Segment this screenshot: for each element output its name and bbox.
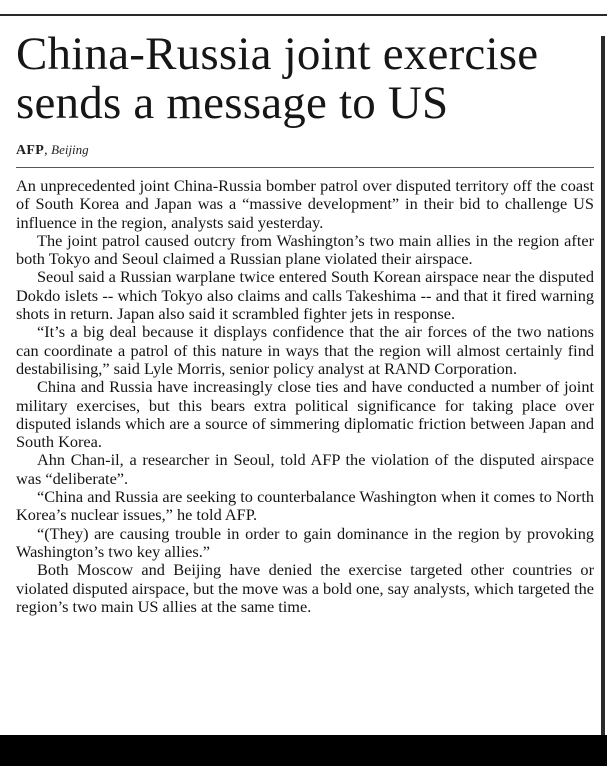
bottom-black-bar (0, 735, 607, 766)
article-paragraph: Both Moscow and Beijing have denied the exercise targeted other countries or violated disputed airspace, but the move was a bold one, say analysts, which targeted the region’s two main US allies at the same time. (16, 560, 594, 616)
byline (16, 141, 89, 160)
byline-location: Beijing (51, 142, 89, 157)
article-paragraph: Ahn Chan-il, a researcher in Seoul, told AFP the violation of the disputed airspace was “deliberate”. (16, 450, 594, 488)
headline: China-Russia joint exercise sends a message to US (16, 28, 539, 129)
article-paragraph: “China and Russia are seeking to counterbalance Washington when it comes to North Korea’s nuclear issues,” he told AFP. (16, 487, 594, 525)
byline-rule (16, 167, 594, 168)
adjacent-column-edge (601, 36, 605, 736)
top-rule (0, 14, 607, 16)
byline-separator: , (44, 143, 52, 158)
byline-agency: AFP (16, 143, 45, 158)
article-paragraph: The joint patrol caused outcry from Washington’s two main allies in the region after both Tokyo and Seoul claimed a Russian plane violated their airspace. (16, 230, 594, 269)
article-paragraph: “(They) are causing trouble in order to gain dominance in the region by provoking Washington’s two key allies.” (16, 523, 594, 561)
article-body (16, 177, 594, 616)
article-paragraph: An unprecedented joint China-Russia bomber patrol over disputed territory off the coast of South Korea and Japan was a “massive development” in their bid to challenge US influence in the region, analysts said yesterday. (16, 176, 594, 232)
article-paragraph: Seoul said a Russian warplane twice entered South Korean airspace near the disputed Dokdo islets -- which Tokyo also claims and calls Takeshima -- and that it fired warning shots in return. Japan also said it scrambled fighter jets in response. (16, 267, 594, 324)
article-paragraph: China and Russia have increasingly close ties and have conducted a number of joint military exercises, but this bears extra political significance for taking place over disputed islands which are a source of simmering diplomatic friction between Japan and South Korea. (16, 377, 594, 452)
article-paragraph: “It’s a big deal because it displays confidence that the air forces of the two nations can coordinate a patrol of this nature in ways that the region will almost certainly find destabilising,” said Lyle Morris, senior policy analyst at RAND Corporation. (16, 322, 594, 378)
